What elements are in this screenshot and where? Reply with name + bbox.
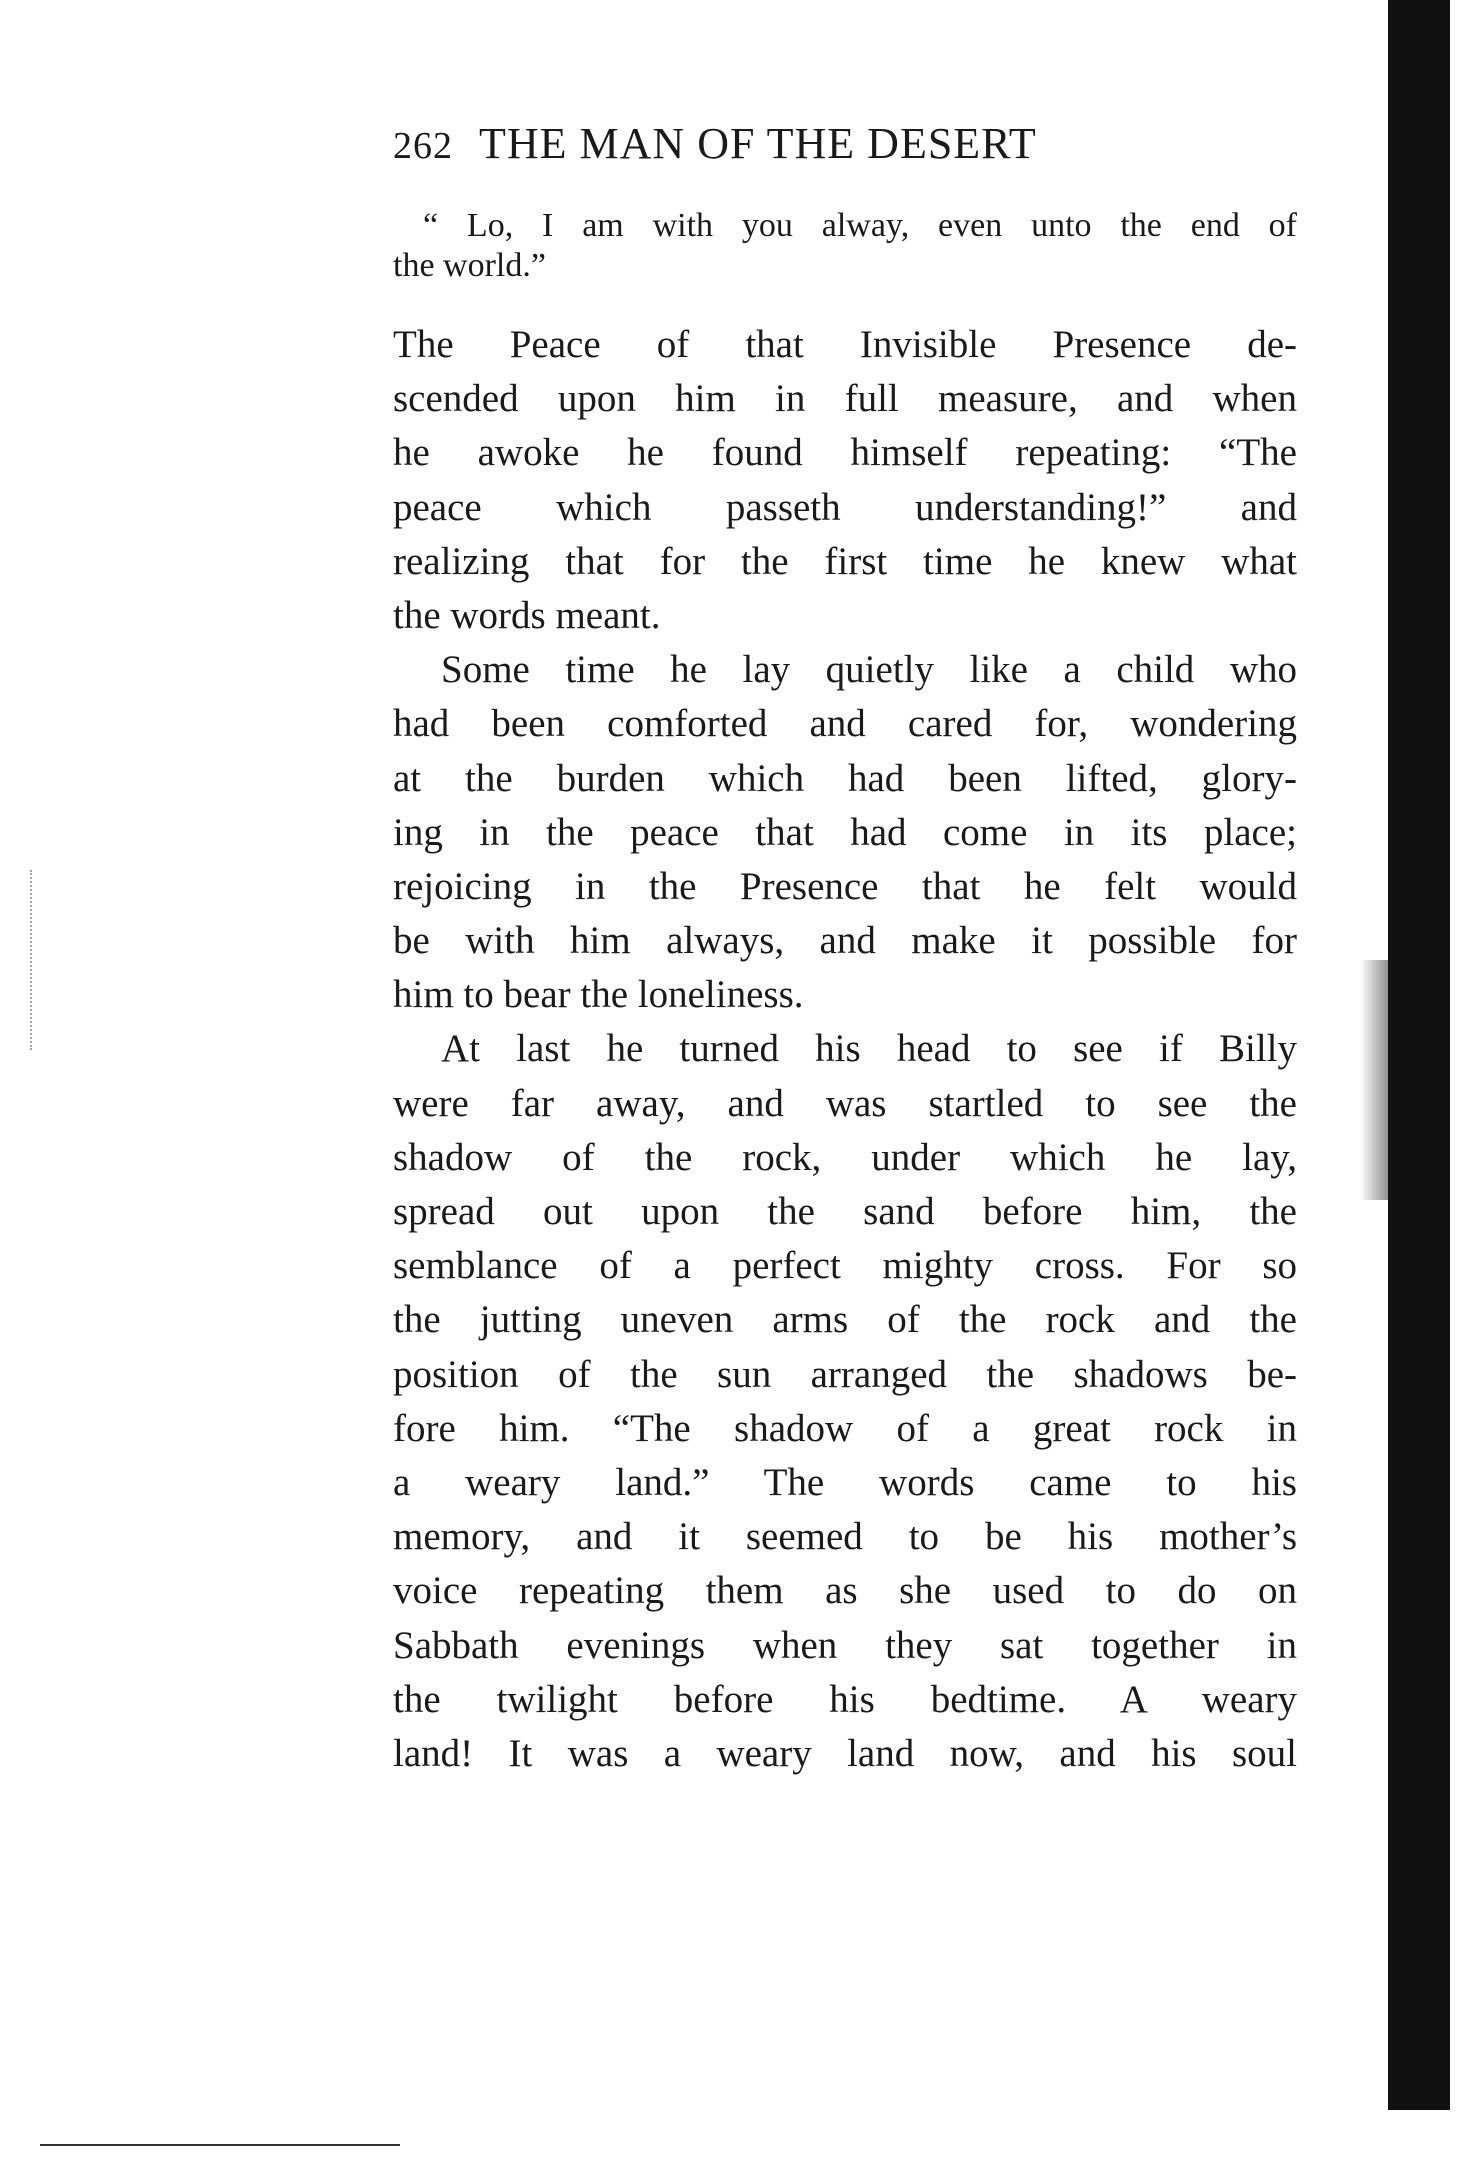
text-line: Some time he lay quietly like a child who <box>441 648 1297 692</box>
text-line: the jutting uneven arms of the rock and the <box>393 1298 1297 1342</box>
text-line: scended upon him in full measure, and when <box>393 377 1297 421</box>
scan-speckle-marks <box>30 870 46 1050</box>
page-header <box>393 118 1293 178</box>
text-line: the words meant. <box>393 593 661 637</box>
text-line: had been comforted and cared for, wondering <box>393 702 1297 746</box>
scan-edge-shadow <box>1360 960 1390 1200</box>
text-line: land! It was a weary land now, and his soul <box>393 1731 1297 1775</box>
text-line: Sabbath evenings when they sat together in <box>393 1623 1297 1667</box>
text-line: voice repeating them as she used to do on <box>393 1569 1297 1613</box>
text-line: realizing that for the first time he knew what <box>393 539 1297 583</box>
text-line: position of the sun arranged the shadows be- <box>393 1352 1297 1396</box>
text-line: be with him always, and make it possible for <box>393 919 1297 963</box>
text-line: spread out upon the sand before him, the <box>393 1190 1297 1233</box>
epigraph-line: “ Lo, I am with you alway, even unto the end of <box>423 207 1297 244</box>
epigraph-quote <box>393 206 1297 286</box>
text-line: peace which passeth understanding!” and <box>393 485 1297 529</box>
running-title: THE MAN OF THE DESERT <box>479 119 1037 168</box>
text-line: semblance of a perfect mighty cross. For so <box>393 1244 1297 1288</box>
epigraph-line: the world.” <box>393 247 546 284</box>
text-line: The Peace of that Invisible Presence de- <box>393 323 1297 366</box>
text-line: him to bear the loneliness. <box>393 973 804 1017</box>
text-line: memory, and it seemed to be his mother’s <box>393 1515 1297 1559</box>
scan-binding-edge <box>1388 0 1450 2110</box>
page-number: 262 <box>393 125 453 167</box>
body-text <box>393 318 1297 1781</box>
text-line: rejoicing in the Presence that he felt would <box>393 864 1297 908</box>
text-line: were far away, and was startled to see the <box>393 1081 1297 1125</box>
text-line: the twilight before his bedtime. A weary <box>393 1677 1297 1721</box>
text-line: ing in the peace that had come in its place; <box>393 810 1297 854</box>
text-line: At last he turned his head to see if Billy <box>441 1027 1297 1071</box>
text-line: at the burden which had been lifted, glory- <box>393 756 1297 800</box>
text-line: he awoke he found himself repeating: “The <box>393 431 1297 475</box>
text-line: shadow of the rock, under which he lay, <box>393 1135 1297 1179</box>
text-line: fore him. “The shadow of a great rock in <box>393 1406 1297 1450</box>
scan-bottom-line <box>40 2144 400 2146</box>
text-line: a weary land.” The words came to his <box>393 1460 1297 1504</box>
